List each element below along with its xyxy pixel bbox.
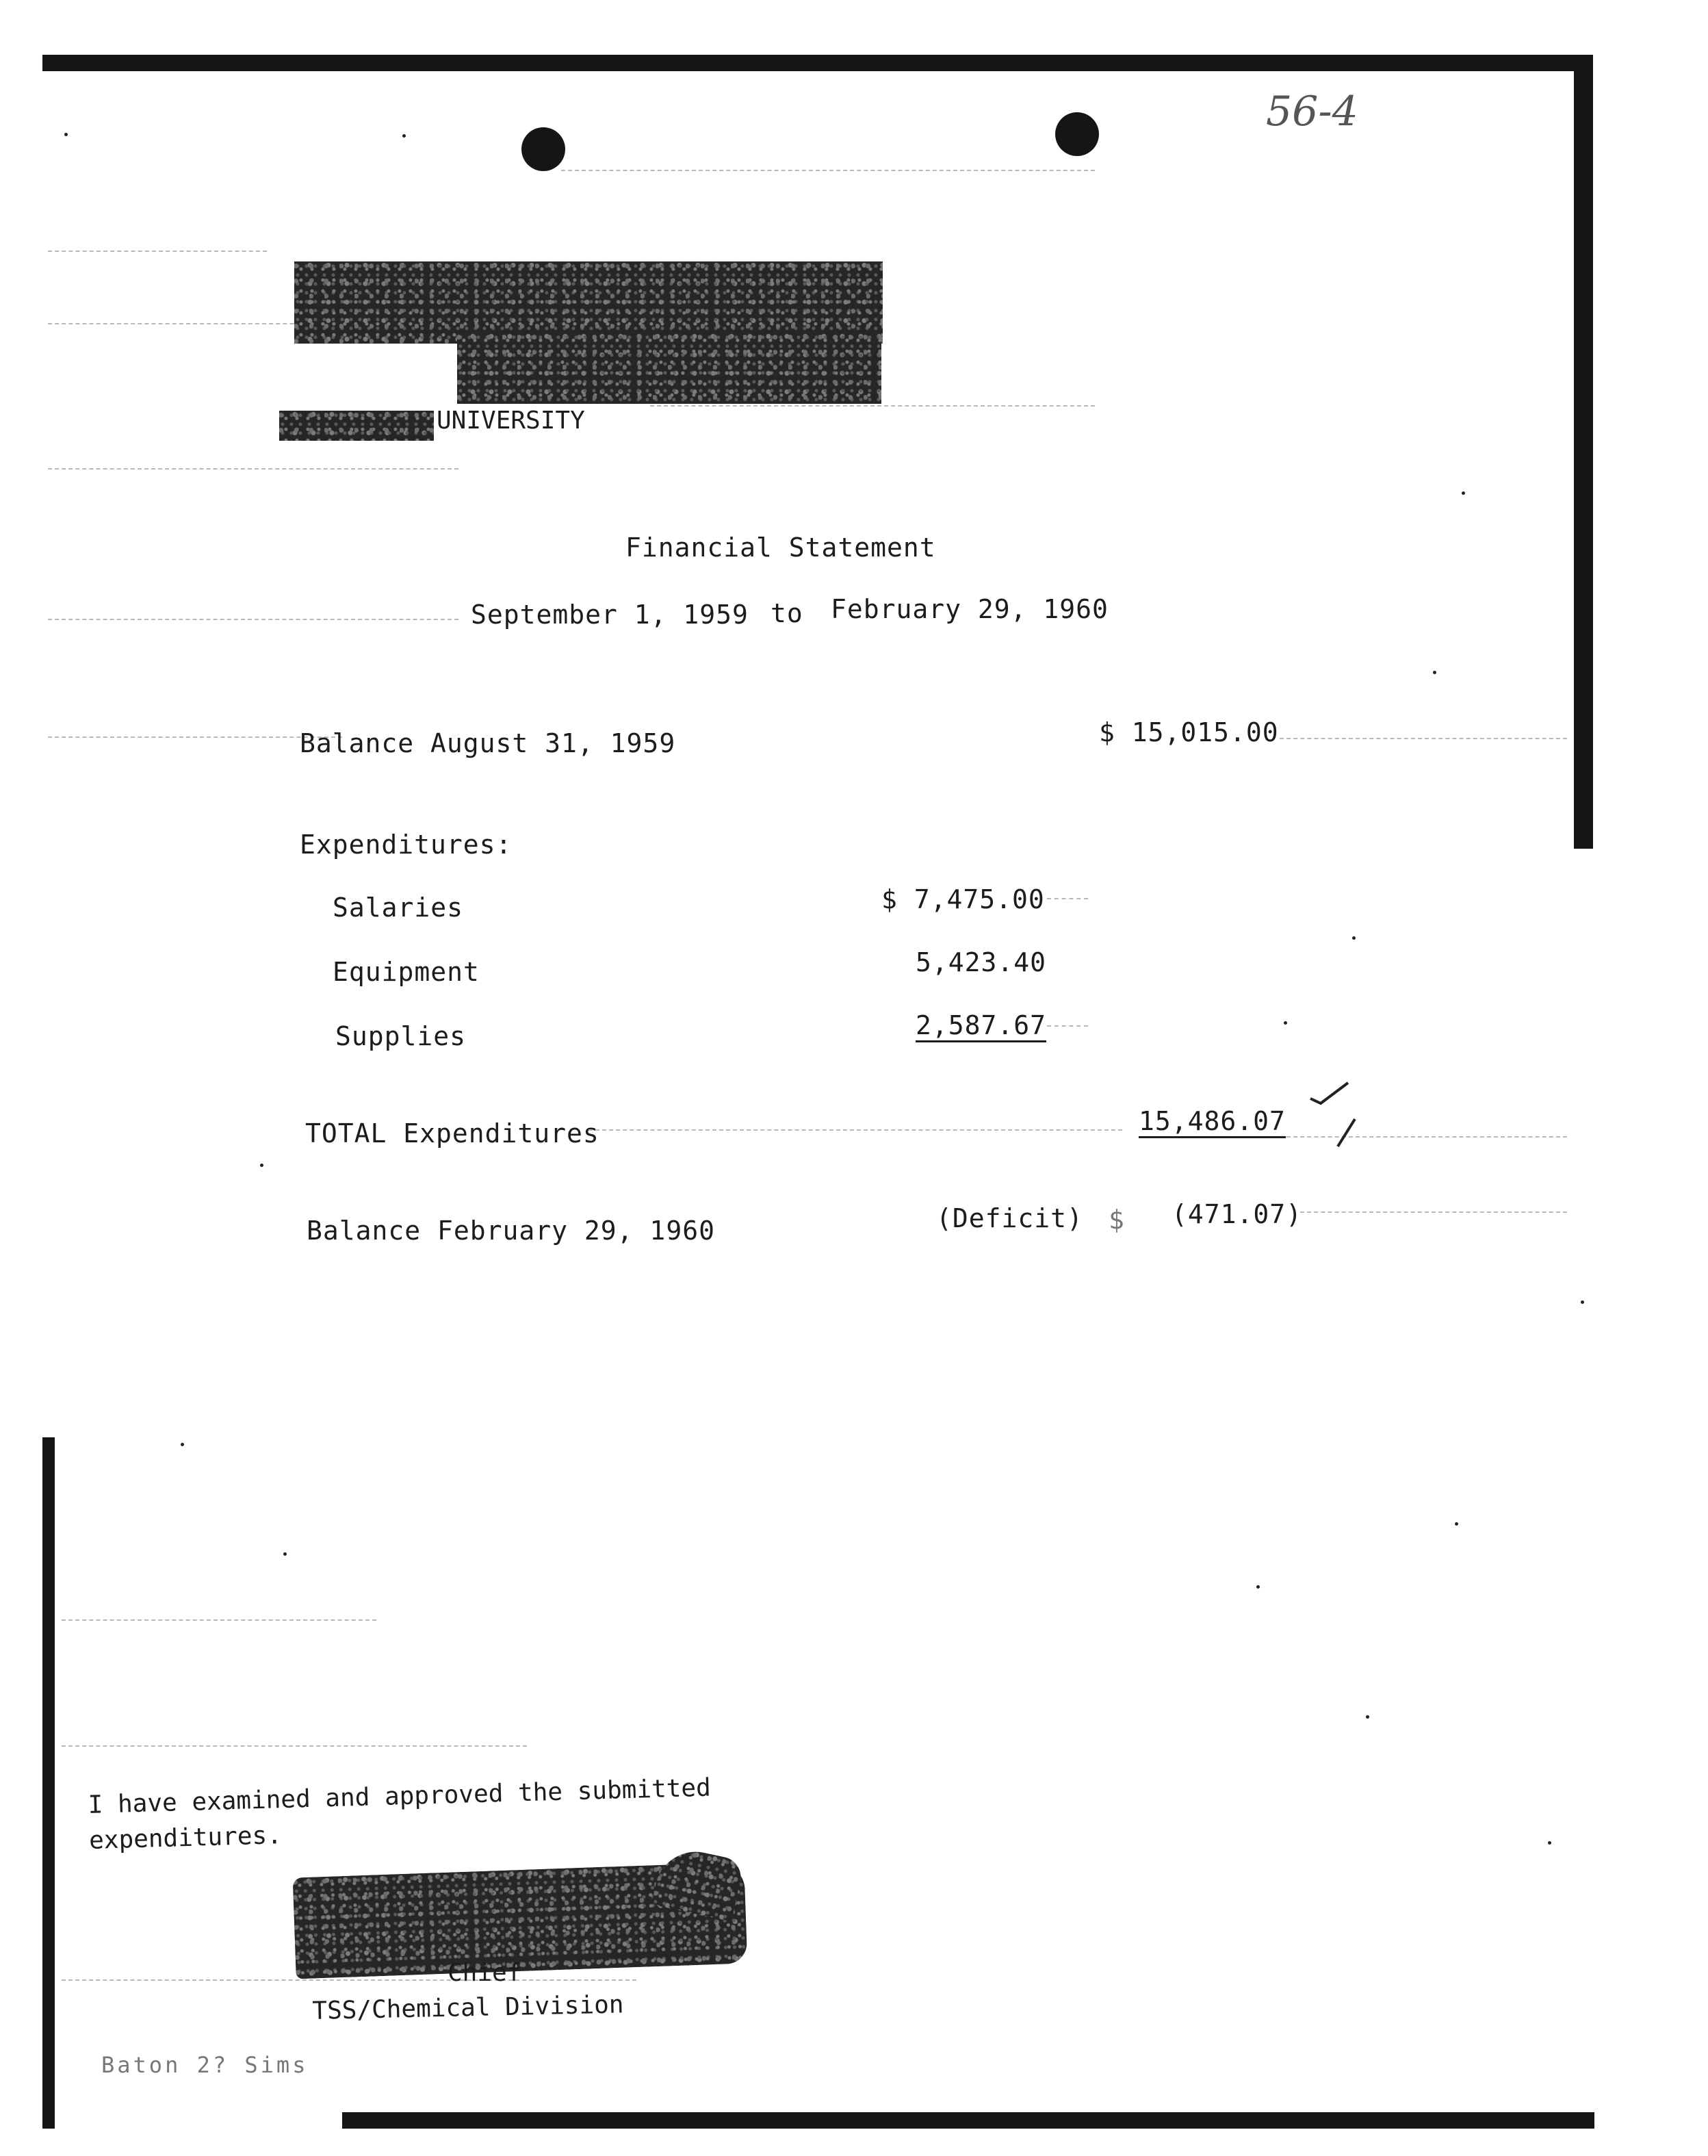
scan-speck	[181, 1443, 184, 1446]
expense-item-amount: 5,423.40	[916, 947, 1047, 977]
scan-border-top	[42, 55, 1593, 71]
punch-hole-left	[521, 127, 565, 171]
scan-artifact-line	[62, 1745, 527, 1747]
closing-balance-amount: (471.07)	[1172, 1199, 1303, 1229]
scan-artifact-line	[62, 1619, 376, 1621]
scan-speck	[402, 134, 406, 138]
scan-speck	[1462, 491, 1465, 495]
scan-speck	[1256, 1585, 1260, 1589]
scan-border-right	[1574, 55, 1593, 849]
expense-item-amount: 2,587.67	[916, 1010, 1046, 1042]
expense-item-label: Salaries	[333, 893, 464, 923]
check-mark-icon	[1307, 1068, 1369, 1150]
scan-artifact-line	[561, 170, 1095, 171]
redacted-header-block	[294, 261, 883, 344]
scan-border-bottom	[342, 2112, 1594, 2129]
scan-artifact-line	[48, 323, 335, 324]
institution-suffix: UNIVERSITY	[437, 407, 585, 435]
approval-line-1: I have examined and approved the submitted	[88, 1773, 712, 1819]
redacted-institution-name	[279, 411, 434, 441]
scan-artifact-line	[1047, 1025, 1088, 1027]
period-end: February 29, 1960	[831, 594, 1109, 624]
scan-artifact-line	[48, 736, 342, 738]
punch-hole-right	[1055, 112, 1099, 156]
expenditures-heading: Expenditures:	[300, 830, 513, 860]
period-connector: to	[771, 598, 803, 628]
opening-balance-amount: $ 15,015.00	[1099, 717, 1279, 747]
scan-speck	[64, 133, 68, 136]
scan-artifact-line	[62, 1979, 636, 1981]
scan-artifact-line	[1280, 738, 1567, 739]
scan-speck	[1548, 1841, 1551, 1845]
scan-artifact-line	[1300, 1211, 1567, 1213]
scan-artifact-line	[48, 619, 458, 620]
scan-speck	[1352, 936, 1356, 940]
scan-artifact-line	[650, 405, 1095, 407]
corner-handwritten-note: 56-4	[1266, 88, 1358, 136]
expense-item-label: Supplies	[335, 1021, 467, 1051]
approval-text	[88, 1771, 712, 1859]
approver-division: TSS/Chemical Division	[312, 1990, 624, 2025]
scan-speck	[1581, 1300, 1584, 1304]
scan-speck	[260, 1164, 263, 1167]
scan-artifact-line	[48, 251, 267, 252]
total-expenditures-amount: 15,486.07	[1139, 1106, 1286, 1138]
expense-item-label: Equipment	[333, 957, 480, 987]
scan-artifact-line	[1047, 898, 1088, 899]
closing-balance-label: Balance February 29, 1960	[307, 1216, 715, 1246]
approver-title: Chief	[448, 1959, 522, 1987]
scan-speck	[1433, 671, 1436, 674]
period-start: September 1, 1959	[471, 600, 749, 630]
closing-balance-note: (Deficit)	[936, 1203, 1083, 1233]
approval-line-2: expenditures.	[88, 1821, 283, 1855]
footer-stamp: Baton 2? Sims	[101, 2052, 309, 2078]
statement-title: Financial Statement	[625, 532, 936, 563]
scan-speck	[1366, 1715, 1369, 1719]
expense-item-amount: $ 7,475.00	[881, 884, 1045, 914]
redacted-header-block	[457, 333, 881, 404]
scan-speck	[1284, 1021, 1287, 1025]
closing-balance-currency: $	[1109, 1205, 1125, 1235]
scan-speck	[1455, 1522, 1458, 1526]
total-expenditures-label: TOTAL Expenditures	[305, 1118, 599, 1148]
scan-artifact-line	[588, 1129, 1122, 1131]
opening-balance-label: Balance August 31, 1959	[300, 728, 676, 758]
scan-speck	[283, 1552, 287, 1556]
scan-border-left	[42, 1437, 55, 2129]
scan-artifact-line	[48, 468, 458, 470]
